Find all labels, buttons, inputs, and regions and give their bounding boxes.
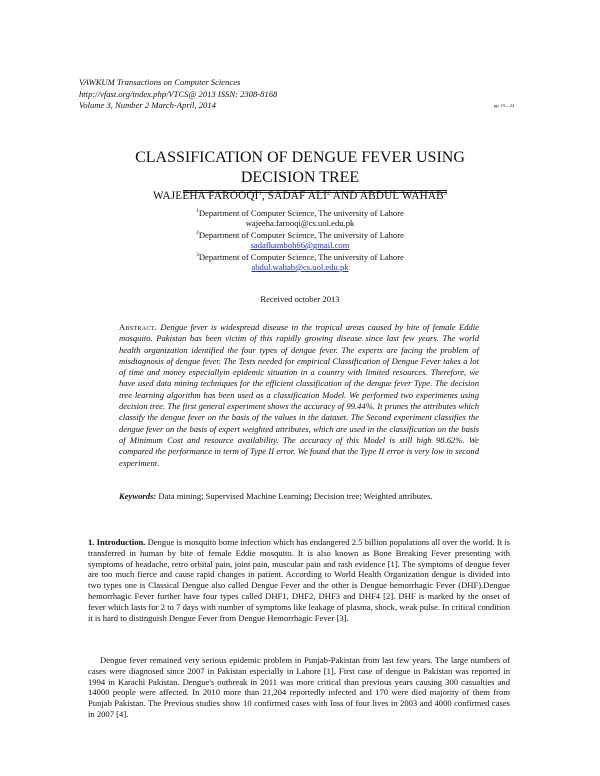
affiliation-1 (0, 206, 600, 228)
affiliation-1-email: wajeeha.farooqi@cs.uol.edu.pk (245, 217, 355, 228)
journal-url-issn: http://vfast.org/index.php/VTCS@ 2013 ISSN: 2308-8168 (79, 88, 278, 99)
abstract-label: Abstract. (119, 322, 158, 332)
intro-paragraph-1 (88, 537, 510, 623)
affiliation-1-text: Department of Computer Science, The university of Lahore (198, 207, 404, 218)
author-1: WAJEEHA FAROOQI (152, 190, 259, 202)
received-date: Received october 2013 (260, 294, 340, 304)
author-3: AND ABDUL WAHAB (330, 190, 444, 202)
abstract (119, 322, 479, 469)
author-3-sup: 3 (443, 190, 448, 197)
affiliation-2-email-link[interactable]: sadafkamboh66@gmail.com (250, 239, 350, 250)
affiliation-3-email-link[interactable]: abdul.wahab@cs.uol.edu.pk (251, 261, 349, 272)
abstract-text: Dengue fever is widespread disease in the tropical areas caused by bite of female Eddie mosquito. Pakistan has been victim of this rapidly growing disease since last few years. The world health organization identified the four types of dengue fever. The experts are facing the problem of misdiagnosis of dengue fever. The Tests needed for empirical Classification of Dengue Fever takes a lot of time and money especiallyin epidemic situation in a country with limited resources. Therefore, we have used data mining techniques for the efficient classification of the dengue fever Type. The decision tree learning algorithm has been used as a classification Model. We performed two experiments using decision tree. The first general experiment shows the accuracy of 99.44%. It prunes the attributes which classify the dengue fever on the basis of the values in the dataset. The Second experiment classifies the dengue fever on the basis of expert weighted attributes, which are used in the classification on the basis of Minimum Cost and resource availability. The accuracy of this Model is still high 98.62%. We compared the performance in term of Type II error. We found that the Type II error is very low in second experiment. (119, 322, 479, 468)
affiliation-1-dept (0, 206, 600, 218)
author-1-sup: 1 (258, 190, 262, 197)
affiliation-2-sup: 2 (196, 230, 199, 236)
intro-paragraph-1-text: Dengue is mosquito borne infection which has endangered 2.5 billion populations all over the world. It is transferred in human by bite of female Eddie mosquito. It is also known as Bone Breaking Fever presenting with symptoms of headache, retro orbital pain, joint pain, muscular pain and rash evidence [1]. The symptoms of dengue fever are too much fierce and cause rapid changes in patient. According to World Health Organization dengue is divided into two types one is Classical Dengue also called Dengue Fever and the other is Dengue hemorrhagic Fever (DHF).Dengue hemorrhagic Fever further have four types called DHF1, DHF2, DHF3 and DHF4 [2]. DHF is marked by the onset of fever which lasts for 2 to 7 days with number of symptoms like leakage of plasma, shock, weak pulse. In critical condition it is hard to distinguish Dengue Fever from Dengue Hemorrhagic Fever [3]. (88, 537, 510, 623)
keywords-label: Keywords: (119, 491, 157, 501)
author-list (0, 190, 600, 202)
keywords-text: Data mining; Supervised Machine Learning; Decision tree; Weighted attributes. (156, 491, 433, 501)
author-2: , SADAF ALI (261, 190, 328, 202)
affiliation-3 (0, 250, 600, 272)
affiliation-3-dept (0, 250, 600, 262)
keywords (119, 491, 479, 502)
affiliation-2-dept (0, 228, 600, 240)
title-line-1: CLASSIFICATION OF DENGUE FEVER USING (135, 149, 465, 166)
affiliation-2-text: Department of Computer Science, The university of Lahore (198, 229, 404, 240)
journal-header (79, 77, 277, 112)
page-range: pp. 15—22 (494, 103, 515, 108)
intro-heading: 1. Introduction. (88, 537, 146, 547)
intro-paragraph-2: Dengue fever remained very serious epidemic problem in Punjab-Pakistan from last few years. The large numbers of cases were diagnosed since 2007 in Pakistan especially in Lahore [1]. First case of dengue in Pakistan was reported in 1994 in Karachi Pakistan. Dengue's outbreak in 2011 was more critical than previous years causing 300 casualties and 14000 people were affected. In 2010 more than 21,204 reportedly infected and 170 were died majority of them from Punjab Pakistan. The Previous studies show 10 confirmed cases with loss of four lives in 2003 and 4000 confirmed cases in 2007 [4]. (88, 655, 510, 719)
journal-name: VAWKUM Transactions on Computer Sciences (79, 77, 241, 87)
author-2-sup: 2 (327, 190, 331, 197)
affiliation-3-text: Department of Computer Science, The university of Lahore (198, 251, 404, 262)
affiliation-2 (0, 228, 600, 250)
affiliation-1-sup: 1 (196, 208, 199, 214)
paper-title (0, 148, 600, 188)
affiliation-3-sup: 3 (196, 252, 199, 258)
journal-volume: Volume 3, Number 2 March-April, 2014 (79, 100, 216, 111)
title-line-2: DECISION TREE (240, 169, 360, 186)
